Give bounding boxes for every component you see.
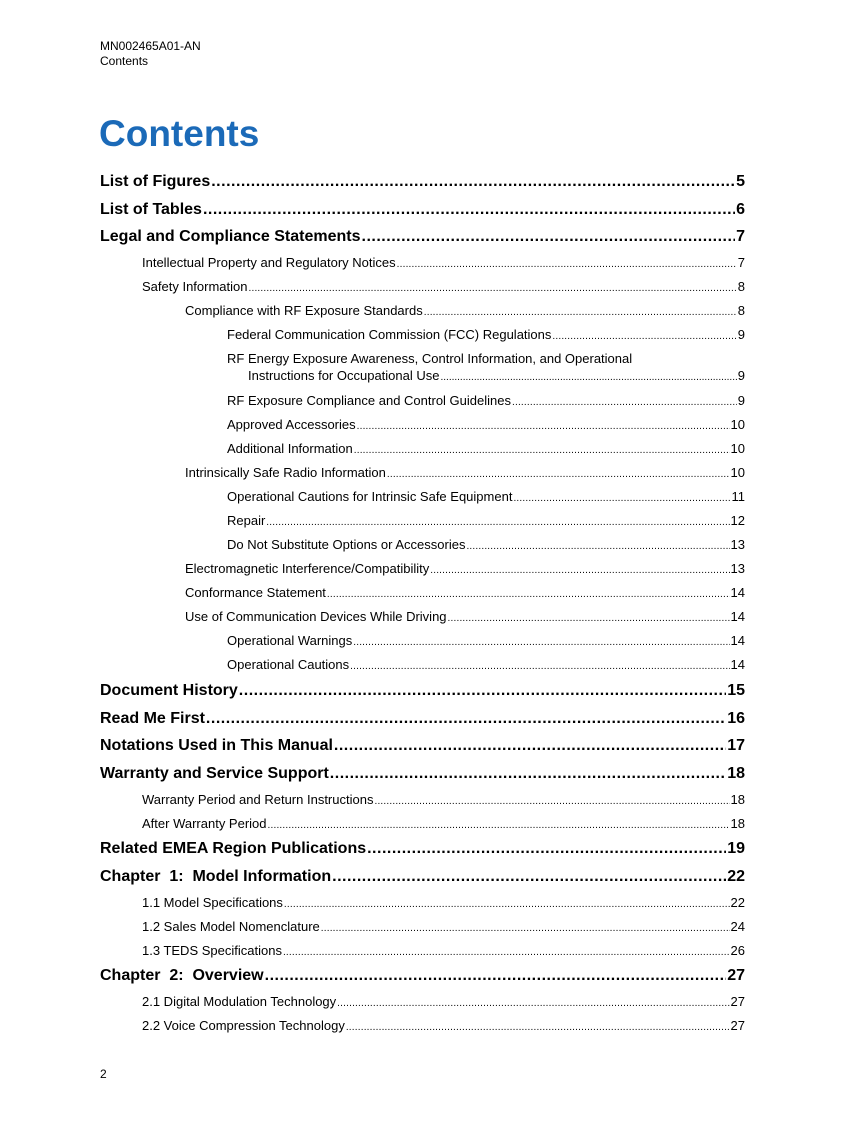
toc-leader xyxy=(268,818,730,834)
toc-page-number: 9 xyxy=(737,368,745,383)
toc-page-number: 5 xyxy=(736,173,745,190)
toc-leader xyxy=(362,227,736,247)
toc-leader xyxy=(430,563,729,579)
toc-entry-emi-compatibility[interactable] xyxy=(185,561,745,579)
toc-entry-title: Document History xyxy=(100,682,238,699)
toc-entry-title: Operational Cautions for Intrinsic Safe Equipment xyxy=(227,489,513,504)
toc-page-number: 9 xyxy=(737,393,745,408)
toc-entry-title: 1.1 Model Specifications xyxy=(142,895,283,910)
toc-entry-warranty-service[interactable] xyxy=(100,764,745,784)
toc-leader xyxy=(350,659,729,675)
toc-entry-title: Related EMEA Region Publications xyxy=(100,840,367,857)
page-number: 2 xyxy=(100,1067,107,1081)
toc-leader xyxy=(206,709,726,729)
toc-entry-approved-accessories[interactable] xyxy=(227,417,745,435)
toc-leader xyxy=(513,491,730,507)
toc-page-number: 14 xyxy=(730,657,745,672)
toc-leader xyxy=(321,921,730,937)
toc-entry-list-of-tables[interactable] xyxy=(100,200,745,220)
toc-entry-1-3[interactable] xyxy=(142,943,745,961)
toc-page-number: 8 xyxy=(737,303,745,318)
toc-page-number: 14 xyxy=(730,609,745,624)
toc-page-number: 12 xyxy=(730,513,745,528)
toc-entry-2-2[interactable] xyxy=(142,1018,745,1036)
toc-entry-title: Approved Accessories xyxy=(227,417,356,432)
toc-page-number: 19 xyxy=(727,840,745,857)
toc-page-number: 26 xyxy=(730,943,745,958)
toc-entry-title: Additional Information xyxy=(227,441,353,456)
toc-leader xyxy=(552,329,736,345)
toc-entry-title: Operational Warnings xyxy=(227,633,353,648)
toc-entry-document-history[interactable] xyxy=(100,681,745,701)
toc-entry-title: List of Figures xyxy=(100,173,211,190)
toc-entry-list-of-figures[interactable] xyxy=(100,172,745,192)
toc-entry-chapter-1[interactable] xyxy=(100,867,745,887)
toc-entry-title: 1.2 Sales Model Nomenclature xyxy=(142,919,320,934)
toc-entry-operational-cautions[interactable] xyxy=(227,657,745,675)
toc-entry-intellectual-property[interactable] xyxy=(142,255,745,273)
toc-page-number: 18 xyxy=(727,765,745,782)
toc-entry-title: RF Energy Exposure Awareness, Control Information, and Operational xyxy=(227,351,633,366)
toc-page-number: 9 xyxy=(737,327,745,342)
toc-page-number: 13 xyxy=(730,537,745,552)
toc-leader xyxy=(354,443,730,459)
toc-page-number: 7 xyxy=(736,228,745,245)
toc-leader xyxy=(374,794,729,810)
toc-entry-repair[interactable] xyxy=(227,513,745,531)
toc-entry-title: 1.3 TEDS Specifications xyxy=(142,943,282,958)
header-section: Contents xyxy=(100,54,149,68)
toc-leader xyxy=(346,1020,730,1036)
toc-page-number: 14 xyxy=(730,585,745,600)
toc-leader xyxy=(332,867,726,887)
toc-page-number: 15 xyxy=(727,682,745,699)
toc-entry-after-warranty[interactable] xyxy=(142,816,745,834)
toc-leader xyxy=(327,587,730,603)
toc-entry-fcc-regulations[interactable] xyxy=(227,327,745,345)
toc-leader xyxy=(203,200,735,220)
toc-page-number: 16 xyxy=(727,710,745,727)
toc-page-number: 17 xyxy=(727,737,745,754)
toc-entry-rf-exposure-standards[interactable] xyxy=(185,303,745,321)
toc-entry-title: Do Not Substitute Options or Accessories xyxy=(227,537,466,552)
toc-leader xyxy=(239,681,726,701)
toc-entry-title: Intrinsically Safe Radio Information xyxy=(185,465,386,480)
toc-entry-chapter-2[interactable] xyxy=(100,966,745,986)
toc-leader xyxy=(330,764,726,784)
toc-entry-title: Safety Information xyxy=(142,279,248,294)
toc-leader xyxy=(353,635,729,651)
toc-entry-1-1[interactable] xyxy=(142,895,745,913)
toc-page-number: 13 xyxy=(730,561,745,576)
toc-page-number: 22 xyxy=(727,868,745,885)
toc-entry-title: Repair xyxy=(227,513,266,528)
toc-entry-title: Electromagnetic Interference/Compatibility xyxy=(185,561,430,576)
toc-entry-title: Compliance with RF Exposure Standards xyxy=(185,303,423,318)
toc-page-number: 18 xyxy=(730,816,745,831)
toc-entry-read-me-first[interactable] xyxy=(100,709,745,729)
toc-entry-title: 2.1 Digital Modulation Technology xyxy=(142,994,337,1009)
toc-entry-title: Notations Used in This Manual xyxy=(100,737,333,754)
toc-entry-additional-information[interactable] xyxy=(227,441,745,459)
toc-leader xyxy=(283,945,730,961)
document-number: MN002465A01-AN xyxy=(100,39,201,53)
toc-leader xyxy=(337,996,729,1012)
toc-entry-warranty-period[interactable] xyxy=(142,792,745,810)
toc-page-number: 24 xyxy=(730,919,745,934)
toc-entry-title-continued: Instructions for Occupational Use xyxy=(248,368,440,383)
toc-leader xyxy=(512,395,737,411)
toc-entry-title: Federal Communication Commission (FCC) Regulations xyxy=(227,327,552,342)
toc-entry-legal-compliance[interactable] xyxy=(100,227,745,247)
toc-page-number: 8 xyxy=(737,279,745,294)
toc-leader xyxy=(397,257,737,273)
toc-leader xyxy=(265,966,727,986)
toc-entry-notations[interactable] xyxy=(100,736,745,756)
toc-leader xyxy=(357,419,730,435)
toc-page-number: 6 xyxy=(736,201,745,218)
toc-page-number: 27 xyxy=(727,967,745,984)
toc-entry-title: Intellectual Property and Regulatory Notices xyxy=(142,255,396,270)
toc-page-number: 10 xyxy=(730,465,745,480)
toc-page-number: 27 xyxy=(730,994,745,1009)
toc-leader xyxy=(211,172,735,192)
toc-entry-title: RF Exposure Compliance and Control Guidelines xyxy=(227,393,511,408)
toc-leader xyxy=(448,611,730,627)
page-header xyxy=(100,39,201,69)
toc-entry-do-not-substitute[interactable] xyxy=(227,537,745,555)
toc-entry-emea-publications[interactable] xyxy=(100,839,745,859)
toc-entry-title: Chapter 1: Model Information xyxy=(100,868,332,885)
toc-entry-rf-energy-awareness[interactable] xyxy=(227,350,745,386)
toc-leader xyxy=(284,897,730,913)
toc-page-number: 11 xyxy=(731,489,745,504)
toc-entry-title: Warranty Period and Return Instructions xyxy=(142,792,374,807)
toc-leader xyxy=(266,515,729,531)
toc-leader xyxy=(367,839,726,859)
toc-entry-devices-while-driving[interactable] xyxy=(185,609,745,627)
toc-entry-title: Read Me First xyxy=(100,710,205,727)
toc-leader xyxy=(466,539,729,555)
toc-entry-title: Use of Communication Devices While Driving xyxy=(185,609,447,624)
toc-entry-1-2[interactable] xyxy=(142,919,745,937)
toc-page-number: 27 xyxy=(730,1018,745,1033)
toc-leader xyxy=(440,369,736,386)
toc-entry-2-1[interactable] xyxy=(142,994,745,1012)
toc-page-number: 18 xyxy=(730,792,745,807)
toc-page-number: 14 xyxy=(730,633,745,648)
toc-entry-title: 2.2 Voice Compression Technology xyxy=(142,1018,345,1033)
toc-entry-operational-cautions-intrinsic[interactable] xyxy=(227,489,745,507)
toc-page-number: 22 xyxy=(730,895,745,910)
toc-entry-title: List of Tables xyxy=(100,201,202,218)
toc-entry-title: Warranty and Service Support xyxy=(100,765,329,782)
toc-entry-rf-compliance-guidelines[interactable] xyxy=(227,393,745,411)
toc-entry-title: Legal and Compliance Statements xyxy=(100,228,361,245)
toc-leader xyxy=(424,305,737,321)
toc-entry-safety-information[interactable] xyxy=(142,279,745,297)
page-title: Contents xyxy=(99,113,260,154)
toc-entry-conformance-statement[interactable] xyxy=(185,585,745,603)
toc-entry-title: Conformance Statement xyxy=(185,585,326,600)
toc-leader xyxy=(249,281,737,297)
toc-leader xyxy=(387,467,730,483)
toc-page-number: 10 xyxy=(730,417,745,432)
toc-page-number: 7 xyxy=(737,255,745,270)
toc-entry-title: After Warranty Period xyxy=(142,816,267,831)
toc-entry-title: Operational Cautions xyxy=(227,657,350,672)
toc-page-number: 10 xyxy=(730,441,745,456)
toc-entry-operational-warnings[interactable] xyxy=(227,633,745,651)
toc-entry-title: Chapter 2: Overview xyxy=(100,967,264,984)
toc-leader xyxy=(334,736,726,756)
toc-entry-intrinsically-safe[interactable] xyxy=(185,465,745,483)
